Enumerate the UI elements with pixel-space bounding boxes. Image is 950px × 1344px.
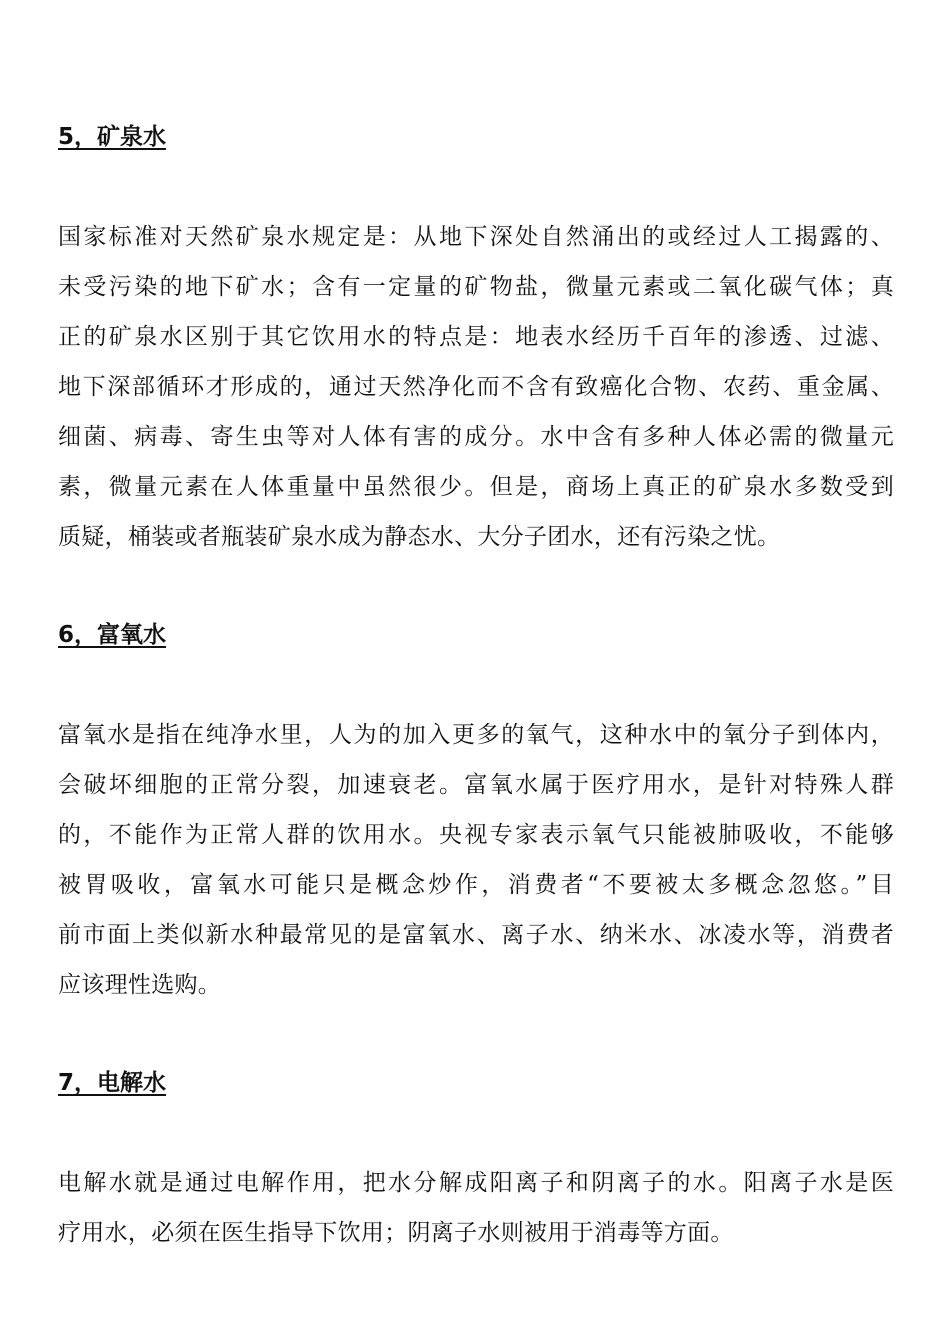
paragraph-line: 素，微量元素在人体重量中虽然很少。但是，商场上真正的矿泉水多数受到: [58, 474, 894, 500]
section-heading-mineral-water: 5，矿泉水: [58, 124, 167, 150]
paragraph-line: 国家标准对天然矿泉水规定是：从地下深处自然涌出的或经过人工揭露的、: [58, 224, 894, 250]
paragraph-line: 疗用水，必须在医生指导下饮用；阴离子水则被用于消毒等方面。: [58, 1220, 734, 1246]
paragraph-line: 细菌、病毒、寄生虫等对人体有害的成分。水中含有多种人体必需的微量元: [58, 424, 894, 450]
paragraph-line: 的，不能作为正常人群的饮用水。央视专家表示氧气只能被肺吸收，不能够: [58, 822, 894, 848]
section-paragraph-mineral-water: [58, 212, 894, 562]
section-heading-oxygen-water: 6，富氧水: [58, 622, 167, 648]
paragraph-line: 未受污染的地下矿水；含有一定量的矿物盐，微量元素或二氧化碳气体；真: [58, 274, 894, 300]
paragraph-line: 地下深部循环才形成的，通过天然净化而不含有致癌化合物、农药、重金属、: [58, 374, 894, 400]
section-paragraph-oxygen-water: [58, 710, 894, 1010]
paragraph-line: 富氧水是指在纯净水里，人为的加入更多的氧气，这种水中的氧分子到体内，: [58, 722, 894, 748]
paragraph-line: 会破坏细胞的正常分裂，加速衰老。富氧水属于医疗用水，是针对特殊人群: [58, 772, 894, 798]
paragraph-line: 前市面上类似新水种最常见的是富氧水、离子水、纳米水、冰凌水等，消费者: [58, 922, 894, 948]
paragraph-line: 质疑，桶装或者瓶装矿泉水成为静态水、大分子团水，还有污染之忧。: [58, 524, 781, 550]
section-paragraph-electrolyzed-water: [58, 1158, 894, 1258]
paragraph-line: 电解水就是通过电解作用，把水分解成阳离子和阴离子的水。阳离子水是医: [58, 1170, 894, 1196]
paragraph-line: 被胃吸收，富氧水可能只是概念炒作，消费者“不要被太多概念忽悠。”目: [58, 872, 894, 898]
paragraph-line: 正的矿泉水区别于其它饮用水的特点是：地表水经历千百年的渗透、过滤、: [58, 324, 894, 350]
section-heading-electrolyzed-water: 7，电解水: [58, 1070, 167, 1096]
paragraph-line: 应该理性选购。: [58, 972, 222, 998]
